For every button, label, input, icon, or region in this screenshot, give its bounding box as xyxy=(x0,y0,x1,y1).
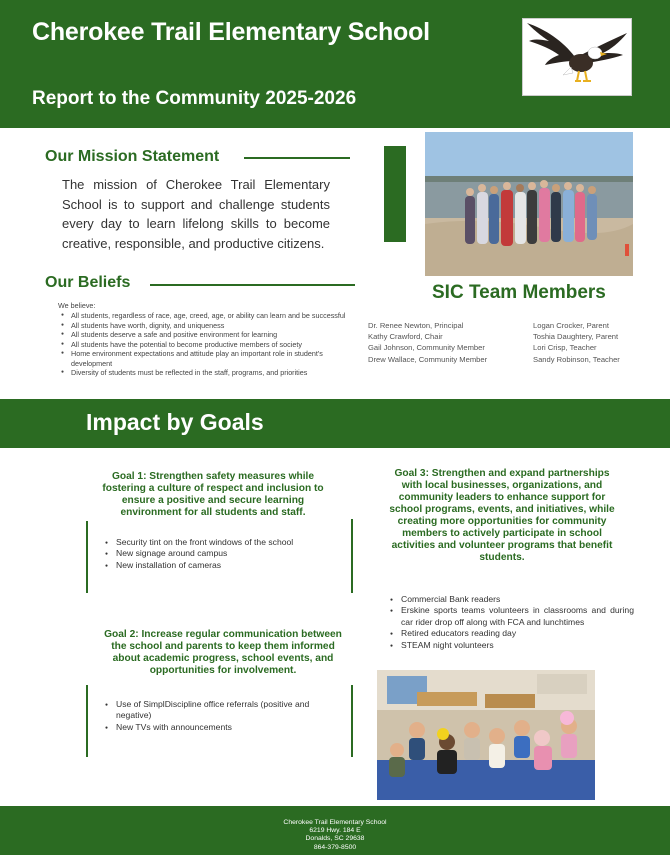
report-title: Report to the Community 2025-2026 xyxy=(32,88,357,109)
mission-title: Our Mission Statement xyxy=(45,148,220,165)
sic-member: Lori Crisp, Teacher xyxy=(533,343,597,353)
belief-item: ● All students have the potential to become productive members of society xyxy=(60,340,360,350)
sic-members-right xyxy=(533,320,643,365)
beliefs-title: Our Beliefs xyxy=(45,274,131,291)
sic-member: Sandy Robinson, Teacher xyxy=(533,354,620,364)
goal3-item: ● STEAM night volunteers xyxy=(388,640,634,651)
sic-title: SIC Team Members xyxy=(432,282,606,303)
sic-members-left xyxy=(368,320,528,365)
goal3-item: ● Erskine sports teams volunteers in classrooms and during car rider drop off along with FCA and lunchtimes xyxy=(388,605,634,628)
sic-member: Drew Wallace, Community Member xyxy=(368,354,488,364)
footer-street: 6219 Hwy. 184 E xyxy=(309,827,361,835)
footer-school-name: Cherokee Trail Elementary School xyxy=(283,819,387,826)
goal2-item: ● New TVs with announcements xyxy=(103,722,343,733)
footer-city: Donalds, SC 29638 xyxy=(305,835,365,843)
beach-group-photo xyxy=(425,132,633,276)
school-name: Cherokee Trail Elementary School xyxy=(32,18,430,46)
footer-address xyxy=(0,819,670,852)
eagle-logo-icon xyxy=(522,18,632,96)
belief-item: ● All students, regardless of race, age, creed, age, or ability can learn and be successful xyxy=(60,311,360,321)
footer-phone: 864-379-8500 xyxy=(313,843,357,851)
sic-member: Toshia Daughtery, Parent xyxy=(533,332,619,342)
goal3-item: ● Retired educators reading day xyxy=(388,628,634,639)
mission-text: The mission of Cherokee Trail Elementary School is to support and challenge students every day to learn lifelong skills to become creative, responsible, and productive citizens. xyxy=(62,177,330,251)
sic-member: Gail Johnson, Community Member xyxy=(368,343,485,353)
belief-item: ● All students have worth, dignity, and uniqueness xyxy=(60,321,360,331)
goal2-heading: Goal 2: Increase regular communication between the school and parents to keep them informed about academic progress, school events, and opportunities for involvement. xyxy=(104,629,342,676)
beliefs-divider xyxy=(150,284,355,286)
sic-member: Kathy Crawford, Chair xyxy=(368,332,443,342)
goal-divider xyxy=(351,519,353,593)
goal3-item: ● Commercial Bank readers xyxy=(388,594,634,605)
goal-divider xyxy=(86,685,88,757)
goal1-item: ● New installation of cameras xyxy=(103,560,323,571)
sic-member: Logan Crocker, Parent xyxy=(533,321,609,330)
goal3-heading: Goal 3: Strengthen and expand partnerships with local businesses, organizations, and community leaders to enhance support for school programs, events, and initiatives, while creating more opportunities for community members to actively participate in school activities and volunteer programs that benefit students. xyxy=(389,468,615,563)
goal3-list xyxy=(388,594,634,651)
accent-bar xyxy=(384,146,406,242)
sic-member: Dr. Renee Newton, Principal xyxy=(368,321,464,330)
goal1-list xyxy=(103,537,323,571)
goal-divider xyxy=(86,521,88,593)
belief-item: ● Diversity of students must be reflected in the staff, programs, and priorities xyxy=(60,368,360,378)
belief-item: ● Home environment expectations and attitude play an important role in student's development xyxy=(60,349,360,368)
goal1-item: ● New signage around campus xyxy=(103,548,323,559)
mission-divider xyxy=(244,157,350,159)
goal1-item: ● Security tint on the front windows of the school xyxy=(103,537,323,548)
goal-divider xyxy=(351,685,353,757)
goal2-item: ● Use of SimplDiscipline office referrals (positive and negative) xyxy=(103,699,343,722)
classroom-photo xyxy=(377,670,595,800)
beliefs-list xyxy=(60,311,360,378)
goal2-list xyxy=(103,699,343,733)
belief-item: ● All students deserve a safe and positive environment for learning xyxy=(60,330,360,340)
beliefs-intro: We believe: xyxy=(58,301,96,310)
goal1-heading: Goal 1: Strengthen safety measures while fostering a culture of respect and inclusion to ensure a positive and secure learning environment for all students and staff. xyxy=(102,471,324,518)
impact-title: Impact by Goals xyxy=(86,409,264,435)
